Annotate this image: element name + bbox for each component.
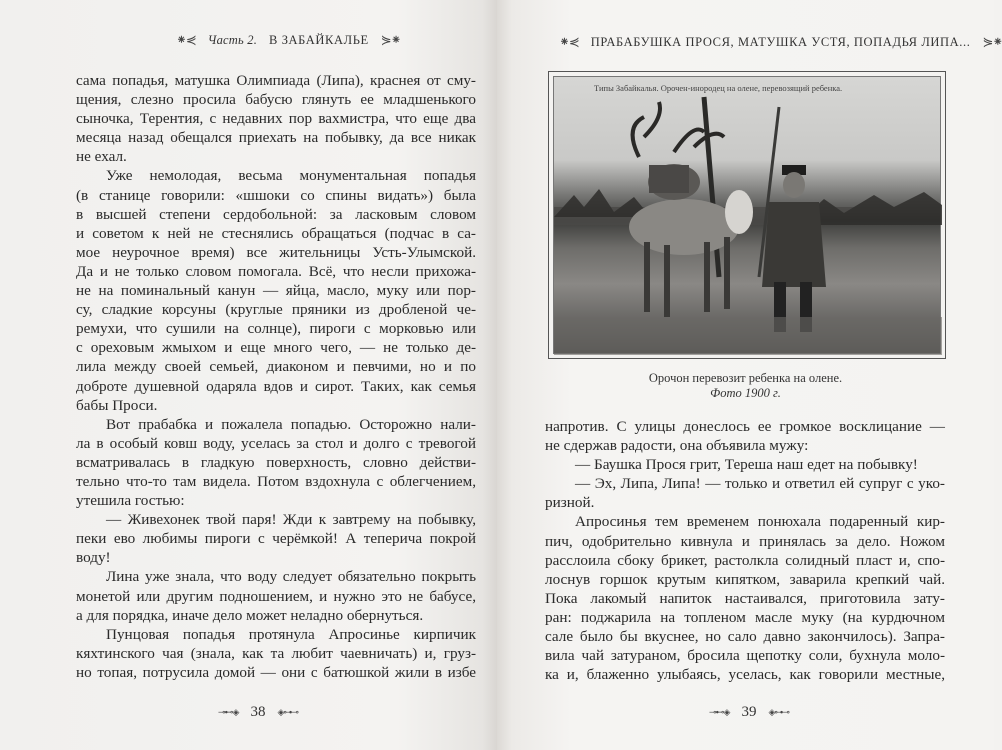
text-line: напротив. С улицы донеслось ее громкое восклицание — (545, 418, 945, 435)
text-line: ризной. (545, 494, 595, 512)
ornament-icon: ⁕⋞ (559, 34, 579, 49)
chapter-title: ПРАБАБУШКА ПРОСЯ, МАТУШКА УСТЯ, ПОПАДЬЯ ЛИПА... (590, 34, 971, 49)
body-text (76, 71, 476, 682)
text-line: лоснув горшок крутым кипятком, заварила крепкий чай. (545, 570, 945, 588)
ornament-icon: ⁕⋞ (176, 32, 196, 47)
photo-credit: Фото 1900 г. (710, 386, 781, 400)
ornament-icon: ⊸⊷◈ (218, 707, 239, 717)
running-head (176, 32, 401, 48)
text-line: — Эх, Липа, Липа! — только и ответил ей супруг с уко- (575, 475, 945, 493)
text-line: щения, слезно просила бабусю глянуть ее младшенького (76, 91, 476, 109)
text-line: Пока лакомый напиток настаивался, приготовила зату- (545, 589, 945, 607)
text-line: утешила гостью: (76, 492, 185, 510)
part-label: Часть 2. (207, 32, 258, 47)
text-line: су, сладкие корсуны (круглые пряники из дробленой че- (76, 301, 476, 319)
page-number: 38 (250, 704, 266, 720)
text-line: с ореховым жмыхом и еще много чего, — не только де- (76, 339, 476, 357)
text-line: пеки ево любимы пироги с черёмкой! А теперича покрой (76, 530, 476, 548)
text-line: (в станице говорили: «шшоки со спины видать») была (76, 186, 476, 204)
text-line: лила между своей семьей, диаконом и певчими, но и по (76, 358, 476, 376)
text-line: Вот прабабка и пожалела попадью. Осторожно нали- (106, 415, 476, 433)
ornament-icon: ◈⊶⊸ (768, 707, 789, 717)
text-line: Лина уже знала, что воду следует обязательно покрыть (106, 568, 476, 586)
text-line: сама попадья, матушка Олимпиада (Липа), краснея от сму- (76, 72, 476, 89)
page-folio (709, 704, 789, 721)
text-line: в высшей степени сердобольной: за ласковым словом (76, 205, 476, 223)
text-line: ка и, блаженно улыбаясь, уселась, как говорили местные, (545, 666, 945, 684)
text-line: мое неурочное время) все жительницы Усть-Улымской. (76, 243, 476, 261)
text-line: тельно что-то там видела. Потом вздохнула с облегчением, (76, 472, 476, 490)
page-number: 39 (741, 704, 757, 720)
ornament-icon: ⊸⊷◈ (709, 707, 730, 717)
ornament-icon: ⋟⁕ (982, 34, 1002, 49)
text-line: не сдержав радости, она объявила мужу: (545, 437, 809, 455)
text-line: сале было бы вкуснее, но сало давно закончилось). Запра- (545, 628, 945, 646)
text-line: всматривалась в гладкую поверхность, словно действи- (76, 453, 476, 471)
photo-caption: Орочон перевозит ребенка на олене. (648, 371, 843, 385)
text-line: сыночка, Терентия, с недавних пор вахмистра, что еще два (76, 110, 476, 128)
photo-scene (554, 77, 942, 355)
text-line: ремухи, что сушили на солнце), пироги с морковью или (76, 320, 476, 338)
text-line: Уже немолодая, весьма монументальная попадья (106, 167, 476, 185)
ornament-icon: ◈⊶⊸ (277, 707, 298, 717)
text-line: пич, одобрительно кивнула и принялась за дело. Ножом (545, 532, 945, 550)
page-folio (218, 704, 298, 721)
ornament-icon: ⋟⁕ (380, 32, 401, 47)
right-page (497, 0, 1002, 750)
text-line: доброте душевной одаряла вдов и сирот. Таких, как семья (76, 377, 476, 395)
left-page (0, 0, 497, 750)
text-line: кяхтинского чая (знала, как та любит чаевничать) и, груз- (76, 644, 476, 662)
text-line: не ехал. (76, 148, 127, 166)
text-line: — Живехонек твой паря! Жди к завтрему на побывку, (106, 511, 476, 529)
text-line: монетой или другим подношением, и нужно это не бабусе, (76, 587, 476, 605)
photo-inner-caption: Типы Забайкалья. Орочен-инородец на олене, перевозящий ребенка. (594, 83, 843, 93)
text-line: не на поминальный канун — яйца, масло, муку или пор- (76, 282, 476, 300)
text-line: ран: поджарила на топленом масле муку (на курдючном (545, 608, 945, 626)
text-line: месяца назад обещался приехать на побывку, да все никак (76, 129, 476, 147)
photo-image (553, 76, 941, 354)
chapter-title: В ЗАБАЙКАЛЬЕ (269, 32, 369, 47)
text-line: бабы Проси. (76, 396, 158, 414)
running-head (559, 34, 1002, 50)
text-line: ла в особый ковш воду, уселась за стол и долго с тревогой (76, 434, 476, 452)
text-line: воду! (76, 549, 111, 567)
text-line: Апросинья тем временем понюхала подаренный кир- (575, 513, 945, 531)
text-line: вила чай затураном, бросила щепотку соли, бухнула моло- (545, 647, 945, 665)
text-line: Да и не только словом помогала. Всё, что несли прихожа- (76, 262, 476, 280)
text-line: но топая, потрусила домой — они с батюшкой жили в избе (76, 663, 476, 681)
text-line: и советом к ней не стеснялись обращаться (подчас в са- (76, 224, 476, 242)
photo-frame (548, 71, 946, 359)
text-line: Пунцовая попадья протянула Апросинье кирпичик (106, 625, 476, 643)
body-text (545, 417, 945, 684)
text-line: расслоила сбоку брикет, растолкла солидный пласт и, спо- (545, 551, 945, 569)
text-line: — Баушка Прося грит, Тереша наш едет на побывку! (575, 456, 918, 474)
text-line: а для порядка, иначе дело может неладно обернуться. (76, 606, 424, 624)
